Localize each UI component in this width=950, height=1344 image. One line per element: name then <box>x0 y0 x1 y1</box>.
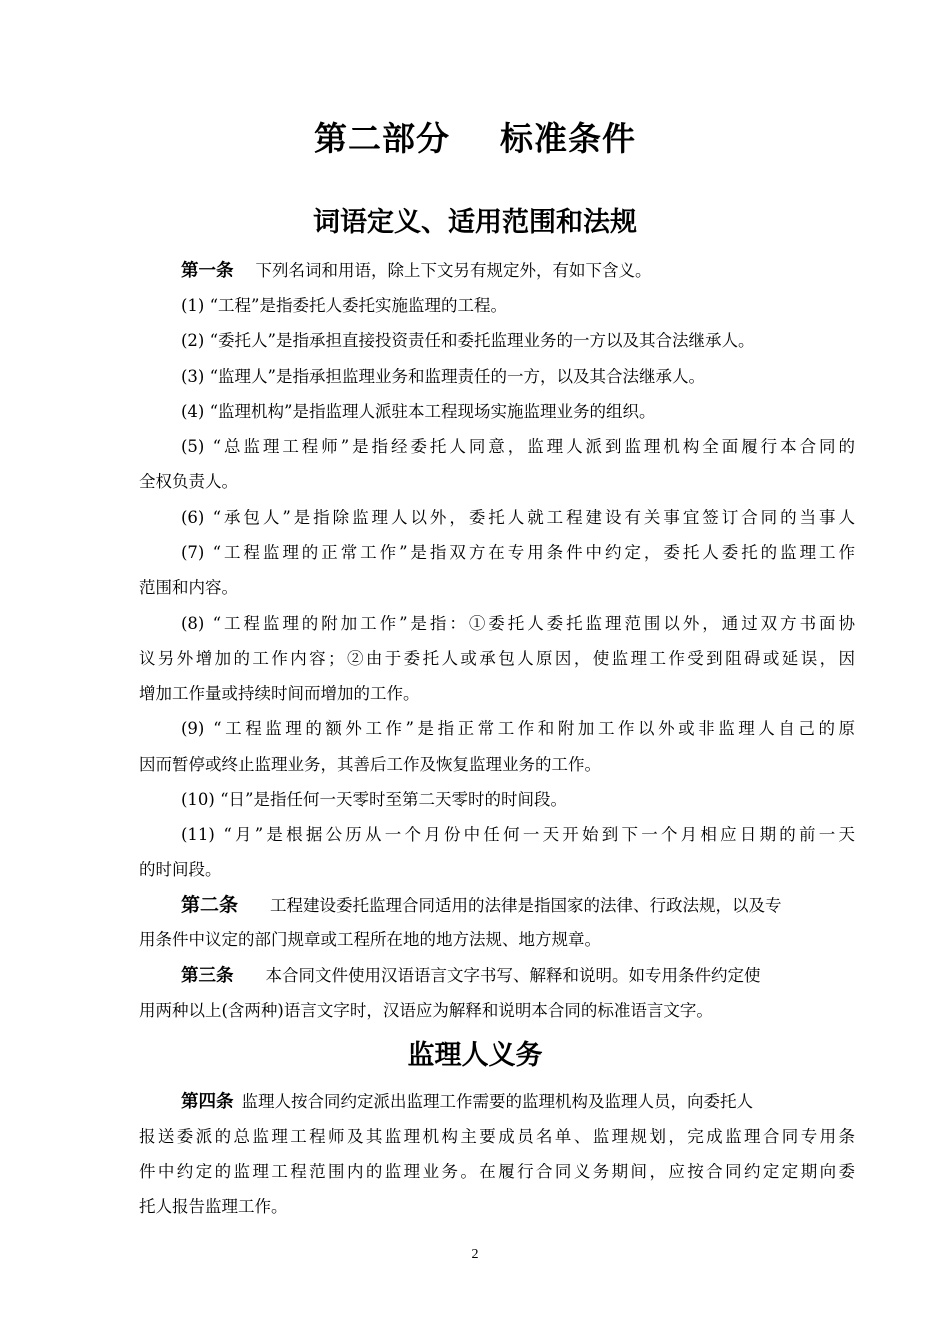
article-3-label: 第三条 <box>181 966 234 986</box>
article-1-label: 第一条 <box>181 261 234 281</box>
definition-item-6: (6) “承包人”是指除监理人以外，委托人就工程建设有关事宜签订合同的当事人 <box>181 508 855 527</box>
definition-item-11-line-1: (11) “月”是根据公历从一个月份中任何一天开始到下一个月相应日期的前一天 <box>181 825 855 844</box>
article-4-text: 监理人按合同约定派出监理工作需要的监理机构及监理人员，向委托人 <box>241 1092 753 1111</box>
article-2-line-1 <box>181 892 855 919</box>
article-4-line-3: 件中约定的监理工程范围内的监理业务。在履行合同义务期间，应按合同约定定期向委 <box>139 1162 855 1181</box>
definition-item-10: (10) “日”是指任何一天零时至第二天零时的时间段。 <box>181 790 567 809</box>
definition-item-8-line-2: 议另外增加的工作内容；②由于委托人或承包人原因，使监理工作受到阻碍或延误，因 <box>139 649 855 668</box>
article-4-line-1 <box>181 1089 855 1115</box>
definition-item-5-line-1: (5) “总监理工程师”是指经委托人同意，监理人派到监理机构全面履行本合同的 <box>181 437 855 456</box>
article-1-text: 下列名词和用语，除上下文另有规定外，有如下含义。 <box>255 261 652 280</box>
article-2-text: 工程建设委托监理合同适用的法律是指国家的法律、行政法规，以及专 <box>270 896 782 915</box>
section-heading-definitions: 词语定义、适用范围和法规 <box>313 207 637 238</box>
definition-item: (3) “监理人”是指承担监理业务和监理责任的一方，以及其合法继承人。 <box>181 367 705 386</box>
definition-item-9-line-2: 因而暂停或终止监理业务，其善后工作及恢复监理业务的工作。 <box>139 755 601 774</box>
definition-item: (2) “委托人”是指承担直接投资责任和委托监理业务的一方以及其合法继承人。 <box>181 331 755 350</box>
article-3-text: 本合同文件使用汉语语言文字书写、解释和说明。如专用条件约定使 <box>265 966 761 985</box>
article-4-line-4: 托人报告监理工作。 <box>139 1197 288 1216</box>
page-title: 第二部分 标准条件 <box>314 119 636 158</box>
article-4-label: 第四条 <box>181 1092 234 1112</box>
definition-item-9-line-1: (9) “工程监理的额外工作”是指正常工作和附加工作以外或非监理人自己的原 <box>181 719 855 738</box>
article-4-line-2: 报送委派的总监理工程师及其监理机构主要成员名单、监理规划，完成监理合同专用条 <box>139 1127 855 1146</box>
article-2-label: 第二条 <box>181 894 239 916</box>
definition-item-11-line-2: 的时间段。 <box>139 860 222 879</box>
article-3-line-2: 用两种以上(含两种)语言文字时，汉语应为解释和说明本合同的标准语言文字。 <box>139 1001 713 1020</box>
article-2-line-2: 用条件中议定的部门规章或工程所在地的地方法规、地方规章。 <box>139 930 601 949</box>
definition-item: (1) “工程”是指委托人委托实施监理的工程。 <box>181 296 507 315</box>
definition-item-5-line-2: 全权负责人。 <box>139 472 238 491</box>
page-number: 2 <box>471 1247 479 1262</box>
article-1-intro <box>181 258 855 284</box>
article-3-line-1 <box>181 963 855 989</box>
definition-item-8-line-1: (8) “工程监理的附加工作”是指：①委托人委托监理范围以外，通过双方书面协 <box>181 614 855 633</box>
definition-item-8-line-3: 增加工作量或持续时间而增加的工作。 <box>139 684 420 703</box>
definition-item-7-line-2: 范围和内容。 <box>139 578 238 597</box>
definition-item: (4) “监理机构”是指监理人派驻本工程现场实施监理业务的组织。 <box>181 402 656 421</box>
definition-item-7-line-1: (7) “工程监理的正常工作”是指双方在专用条件中约定，委托人委托的监理工作 <box>181 543 855 562</box>
section-heading-supervisor-duties: 监理人义务 <box>407 1040 543 1071</box>
